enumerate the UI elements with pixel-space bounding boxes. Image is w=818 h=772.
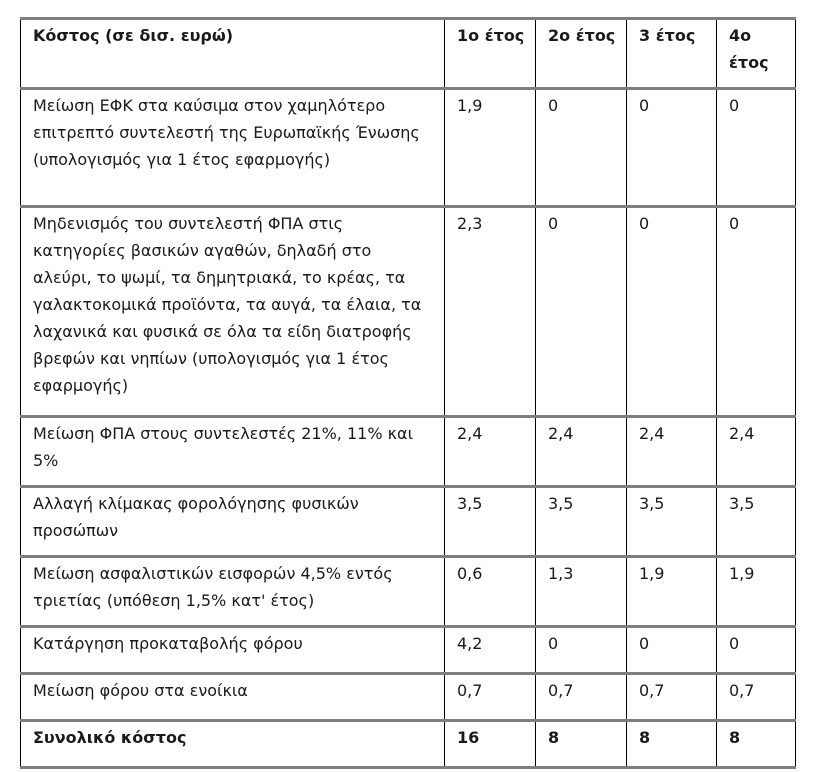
row-value-year-1: 4,2 bbox=[445, 627, 536, 674]
total-value-year-3: 8 bbox=[627, 721, 717, 768]
row-value-year-3: 0 bbox=[627, 89, 717, 207]
row-value-year-2: 3,5 bbox=[536, 487, 627, 557]
row-value-year-3: 3,5 bbox=[627, 487, 717, 557]
row-value-year-2: 0 bbox=[536, 89, 627, 207]
row-value-year-1: 1,9 bbox=[445, 89, 536, 207]
row-label: Μείωση φόρου στα ενοίκια bbox=[21, 674, 445, 721]
row-value-year-1: 2,4 bbox=[445, 417, 536, 487]
row-value-year-4: 0 bbox=[717, 207, 796, 417]
total-value-year-2: 8 bbox=[536, 721, 627, 768]
row-value-year-1: 0,7 bbox=[445, 674, 536, 721]
row-value-year-1: 3,5 bbox=[445, 487, 536, 557]
row-value-year-3: 2,4 bbox=[627, 417, 717, 487]
table-row bbox=[21, 417, 796, 487]
row-label: Μείωση ασφαλιστικών εισφορών 4,5% εντός τριετίας (υπόθεση 1,5% κατ' έτος) bbox=[21, 557, 445, 627]
row-value-year-2: 0 bbox=[536, 627, 627, 674]
row-label: Αλλαγή κλίμακας φορολόγησης φυσικών προσώπων bbox=[21, 487, 445, 557]
row-value-year-4: 1,9 bbox=[717, 557, 796, 627]
row-value-year-2: 1,3 bbox=[536, 557, 627, 627]
row-value-year-3: 0,7 bbox=[627, 674, 717, 721]
header-year-2: 2ο έτος bbox=[536, 19, 627, 89]
row-value-year-2: 0,7 bbox=[536, 674, 627, 721]
header-year-1: 1ο έτος bbox=[445, 19, 536, 89]
row-value-year-4: 0 bbox=[717, 89, 796, 207]
row-label: Κατάργηση προκαταβολής φόρου bbox=[21, 627, 445, 674]
total-value-year-4: 8 bbox=[717, 721, 796, 768]
header-year-4: 4ο έτος bbox=[717, 19, 796, 89]
table-row bbox=[21, 207, 796, 417]
row-value-year-3: 1,9 bbox=[627, 557, 717, 627]
row-label: Μηδενισμός του συντελεστή ΦΠΑ στις κατηγορίες βασικών αγαθών, δηλαδή στο αλεύρι, το ψωμί, τα δημητριακά, το κρέας, τα γαλακτοκομικά προϊόντα, τα αυγά, τα έλαια, τα λαχανικά και φυσικά σε όλα τα είδη διατροφής βρεφών και νηπίων (υπολογισμός για 1 έτος εφαρμογής) bbox=[21, 207, 445, 417]
row-value-year-3: 0 bbox=[627, 627, 717, 674]
total-value-year-1: 16 bbox=[445, 721, 536, 768]
table-row bbox=[21, 557, 796, 627]
table-row bbox=[21, 89, 796, 207]
table-row bbox=[21, 674, 796, 721]
row-value-year-3: 0 bbox=[627, 207, 717, 417]
row-value-year-2: 0 bbox=[536, 207, 627, 417]
row-label: Μείωση ΦΠΑ στους συντελεστές 21%, 11% και 5% bbox=[21, 417, 445, 487]
cost-table bbox=[20, 17, 796, 769]
table-row bbox=[21, 487, 796, 557]
row-value-year-4: 0 bbox=[717, 627, 796, 674]
table-header-row bbox=[21, 19, 796, 89]
row-label: Μείωση ΕΦΚ στα καύσιμα στον χαμηλότερο επιτρεπτό συντελεστή της Ευρωπαϊκής Ένωσης (υπολογισμός για 1 έτος εφαρμογής) bbox=[21, 89, 445, 207]
table-row bbox=[21, 627, 796, 674]
total-label: Συνολικό κόστος bbox=[21, 721, 445, 768]
header-year-3: 3 έτος bbox=[627, 19, 717, 89]
row-value-year-1: 0,6 bbox=[445, 557, 536, 627]
row-value-year-1: 2,3 bbox=[445, 207, 536, 417]
row-value-year-4: 3,5 bbox=[717, 487, 796, 557]
header-cost: Κόστος (σε δισ. ευρώ) bbox=[21, 19, 445, 89]
row-value-year-4: 0,7 bbox=[717, 674, 796, 721]
row-value-year-4: 2,4 bbox=[717, 417, 796, 487]
total-row bbox=[21, 721, 796, 768]
row-value-year-2: 2,4 bbox=[536, 417, 627, 487]
